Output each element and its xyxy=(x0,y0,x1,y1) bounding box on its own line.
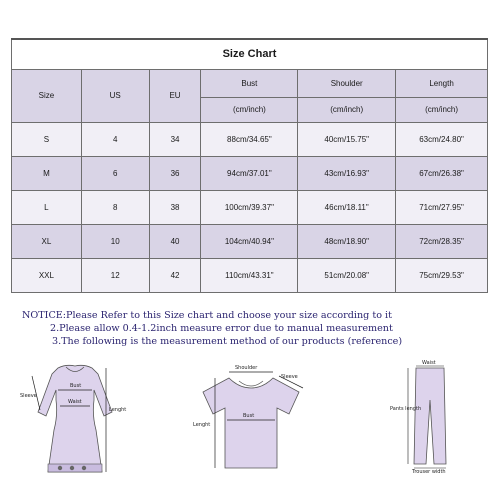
cell-bust: 94cm/37.01" xyxy=(201,156,298,190)
header-size: Size xyxy=(12,69,82,122)
notice-line-3: 3.The following is the measurement method of our products (reference) xyxy=(52,336,403,347)
table-row xyxy=(12,122,488,156)
cell-length: 63cm/24.80" xyxy=(396,122,488,156)
notice-line-2: 2.Please allow 0.4-1.2inch measure error due to manual measurement xyxy=(50,323,393,334)
cell-shoulder: 51cm/20.08" xyxy=(298,258,396,292)
cell-shoulder: 48cm/18.90" xyxy=(298,224,396,258)
dress-bust-label: Bust xyxy=(70,383,82,389)
cell-bust: 110cm/43.31" xyxy=(201,258,298,292)
pants-waist-label: Waist xyxy=(422,360,436,366)
shirt-shoulder-label: Shoulder xyxy=(235,365,258,371)
table-row xyxy=(12,156,488,190)
cell-eu: 34 xyxy=(149,122,201,156)
cell-length: 67cm/26.38" xyxy=(396,156,488,190)
notice-line-1: NOTICE:Please Refer to this Size chart and choose your size according to it xyxy=(22,310,392,321)
cell-size: XL xyxy=(12,224,82,258)
dress-measurement-diagram xyxy=(20,360,130,485)
table-row xyxy=(12,224,488,258)
cell-size: M xyxy=(12,156,82,190)
cell-eu: 40 xyxy=(149,224,201,258)
dress-illustration xyxy=(20,360,130,485)
header-shoulder-unit: (cm/inch) xyxy=(298,97,396,122)
cell-us: 12 xyxy=(81,258,149,292)
cell-eu: 38 xyxy=(149,190,201,224)
header-length: Length xyxy=(396,69,488,97)
shirt-sleeve-label: Sleeve xyxy=(281,374,298,380)
cell-size: XXL xyxy=(12,258,82,292)
cell-length: 75cm/29.53" xyxy=(396,258,488,292)
table-row xyxy=(12,190,488,224)
dress-length-label: Lenght xyxy=(109,407,127,413)
header-us: US xyxy=(81,69,149,122)
dress-sleeve-label: Sleeve xyxy=(20,393,37,399)
shirt-bust-label: Bust xyxy=(243,413,255,419)
cell-bust: 100cm/39.37" xyxy=(201,190,298,224)
cell-eu: 42 xyxy=(149,258,201,292)
cell-size: S xyxy=(12,122,82,156)
size-chart-table xyxy=(11,38,488,293)
cell-us: 10 xyxy=(81,224,149,258)
shirt-length-label: Lenght xyxy=(193,422,211,428)
pants-illustration xyxy=(390,360,470,475)
cell-us: 8 xyxy=(81,190,149,224)
cell-bust: 104cm/40.94" xyxy=(201,224,298,258)
dress-waist-label: Waist xyxy=(68,399,82,405)
pants-measurement-diagram xyxy=(390,360,470,475)
header-bust-unit: (cm/inch) xyxy=(201,97,298,122)
cell-eu: 36 xyxy=(149,156,201,190)
cell-us: 4 xyxy=(81,122,149,156)
pants-width-label: Trouser width xyxy=(412,469,446,475)
cell-length: 72cm/28.35" xyxy=(396,224,488,258)
chart-title: Size Chart xyxy=(12,39,488,69)
cell-shoulder: 43cm/16.93" xyxy=(298,156,396,190)
notice-block xyxy=(10,309,490,348)
shirt-measurement-diagram xyxy=(185,360,315,475)
table-row xyxy=(12,258,488,292)
header-bust: Bust xyxy=(201,69,298,97)
header-eu: EU xyxy=(149,69,201,122)
cell-bust: 88cm/34.65" xyxy=(201,122,298,156)
cell-shoulder: 46cm/18.11" xyxy=(298,190,396,224)
header-shoulder: Shoulder xyxy=(298,69,396,97)
cell-us: 6 xyxy=(81,156,149,190)
header-length-unit: (cm/inch) xyxy=(396,97,488,122)
cell-size: L xyxy=(12,190,82,224)
pants-length-label: Pants length xyxy=(390,406,422,412)
cell-length: 71cm/27.95" xyxy=(396,190,488,224)
cell-shoulder: 40cm/15.75" xyxy=(298,122,396,156)
